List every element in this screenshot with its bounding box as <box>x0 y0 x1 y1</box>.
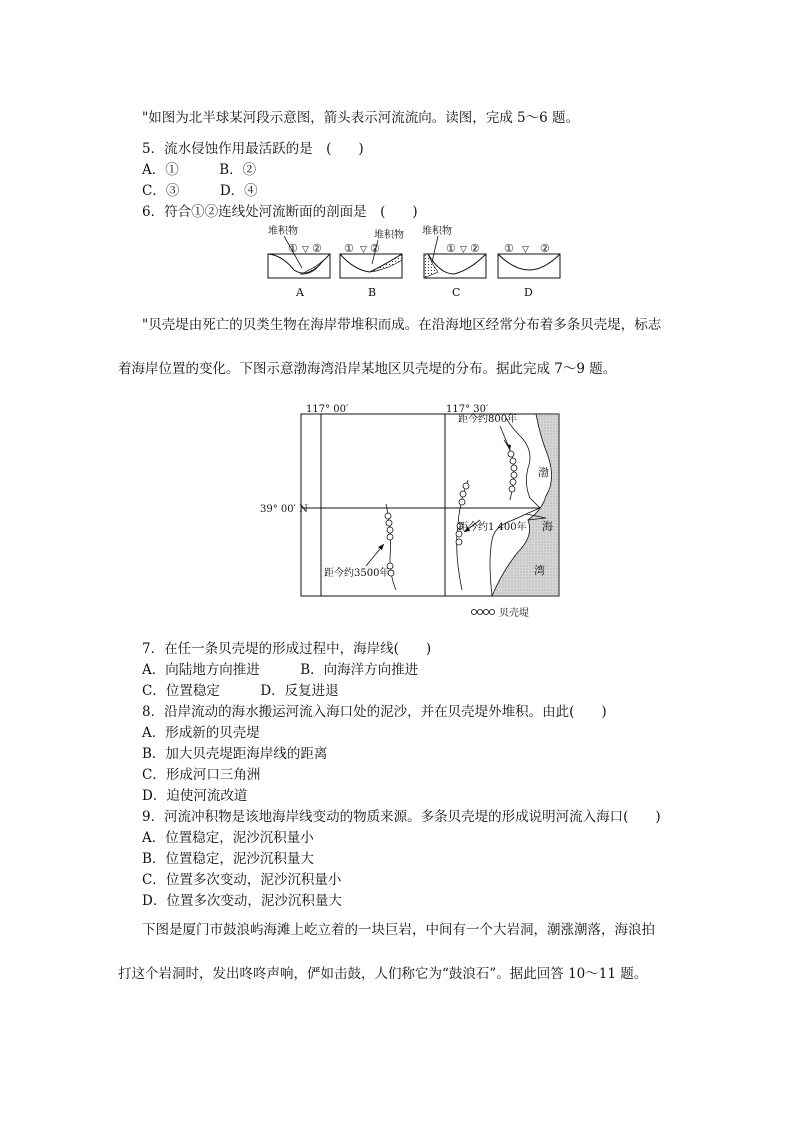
sea-label-wan: 湾 <box>534 564 545 577</box>
q8-option-c: C．形成河口三角洲 <box>142 767 261 783</box>
profile-label-b: B <box>368 286 377 299</box>
svg-text:①: ① <box>288 242 298 255</box>
q5-options-row2: C．③ D．④ <box>142 183 258 199</box>
section2-intro-line2: 着海岸位置的变化。下图示意渤海湾沿岸某地区贝壳堤的分布。据此完成 7～9 题。 <box>118 361 617 377</box>
legend-shell-icon <box>471 609 494 614</box>
label-800-years: 距今约800年 <box>458 414 518 425</box>
section3-intro-line1: 下图是厦门市鼓浪屿海滩上屹立着的一块巨岩，中间有一个大岩洞，潮涨潮落，海浪拍 <box>142 922 655 938</box>
profile-c <box>422 224 486 299</box>
river-profile-figure <box>262 224 562 302</box>
section3-intro-line2: 打这个岩洞时，发出咚咚声响，俨如击鼓，人们称它为“鼓浪石”。据此回答 10～11 题。 <box>118 966 648 982</box>
svg-text:▽: ▽ <box>360 245 367 255</box>
deposit-label-b: 堆积物 <box>374 230 404 241</box>
profile-d <box>498 242 560 299</box>
shell-bank-map <box>256 400 566 625</box>
lon-label-117-00: 117° 00′ <box>306 404 349 415</box>
section2-intro-line1: "贝壳堤由死亡的贝类生物在海岸带堆积而成。在沿海地区经常分布着多条贝壳堤，标志 <box>142 317 662 333</box>
deposit-label-a: 堆积物 <box>268 226 298 237</box>
q5-stem: 5．流水侵蚀作用最活跃的是 ( ) <box>142 141 364 157</box>
q8-option-d: D．迫使河流改道 <box>142 788 248 804</box>
svg-text:②: ② <box>540 242 550 255</box>
q7-options-row2: C．位置稳定 D．反复进退 <box>142 683 339 699</box>
svg-text:②: ② <box>312 242 322 255</box>
q8-option-b: B．加大贝壳堤距海岸线的距离 <box>142 746 328 762</box>
q8-option-a: A．形成新的贝壳堤 <box>142 725 260 741</box>
lat-label-39-00: 39° 00′ N <box>260 504 308 515</box>
q7-options-row1: A．向陆地方向推进 B．向海洋方向推进 <box>142 662 419 678</box>
q9-option-a: A．位置稳定，泥沙沉积量小 <box>142 830 314 846</box>
svg-text:▽: ▽ <box>302 245 309 255</box>
svg-text:▽: ▽ <box>460 245 467 255</box>
label-1400-years: 距今约1 400年 <box>458 522 527 533</box>
sea-label-bo: 渤 <box>538 466 549 479</box>
q9-option-d: D．位置多次变动，泥沙沉积量大 <box>142 893 342 909</box>
svg-text:①: ① <box>344 242 354 255</box>
profile-a <box>268 224 330 299</box>
q6-stem: 6．符合①②连线处河流断面的剖面是 ( ) <box>142 204 418 220</box>
q8-stem: 8．沿岸流动的海水搬运河流入海口处的泥沙，并在贝壳堤外堆积。由此( ) <box>142 704 607 720</box>
sea-label-hai: 海 <box>542 520 553 533</box>
label-3500-years: 距今约3500年 <box>324 568 390 579</box>
legend-label: 贝壳堤 <box>499 608 529 619</box>
deposit-label-c: 堆积物 <box>422 226 452 237</box>
svg-text:②: ② <box>470 242 480 255</box>
profile-b <box>340 228 404 299</box>
profile-label-a: A <box>296 286 304 299</box>
section1-intro: "如图为北半球某河段示意图，箭头表示河流流向。读图，完成 5～6 题。 <box>142 110 579 126</box>
lon-label-117-30: 117° 30′ <box>446 404 489 415</box>
q9-option-c: C．位置多次变动，泥沙沉积量小 <box>142 872 342 888</box>
svg-text:①: ① <box>446 242 456 255</box>
profile-label-d: D <box>524 286 533 299</box>
svg-text:①: ① <box>504 242 514 255</box>
q9-option-b: B．位置稳定，泥沙沉积量大 <box>142 851 314 867</box>
svg-text:②: ② <box>370 242 380 255</box>
profile-label-c: C <box>452 286 461 299</box>
svg-text:▽: ▽ <box>522 245 529 255</box>
q7-stem: 7．在任一条贝壳堤的形成过程中，海岸线( ) <box>142 641 432 657</box>
q5-options-row1: A．① B．② <box>142 162 257 178</box>
q9-stem: 9．河流冲积物是该地海岸线变动的物质来源。多条贝壳堤的形成说明河流入海口( ) <box>142 809 661 825</box>
